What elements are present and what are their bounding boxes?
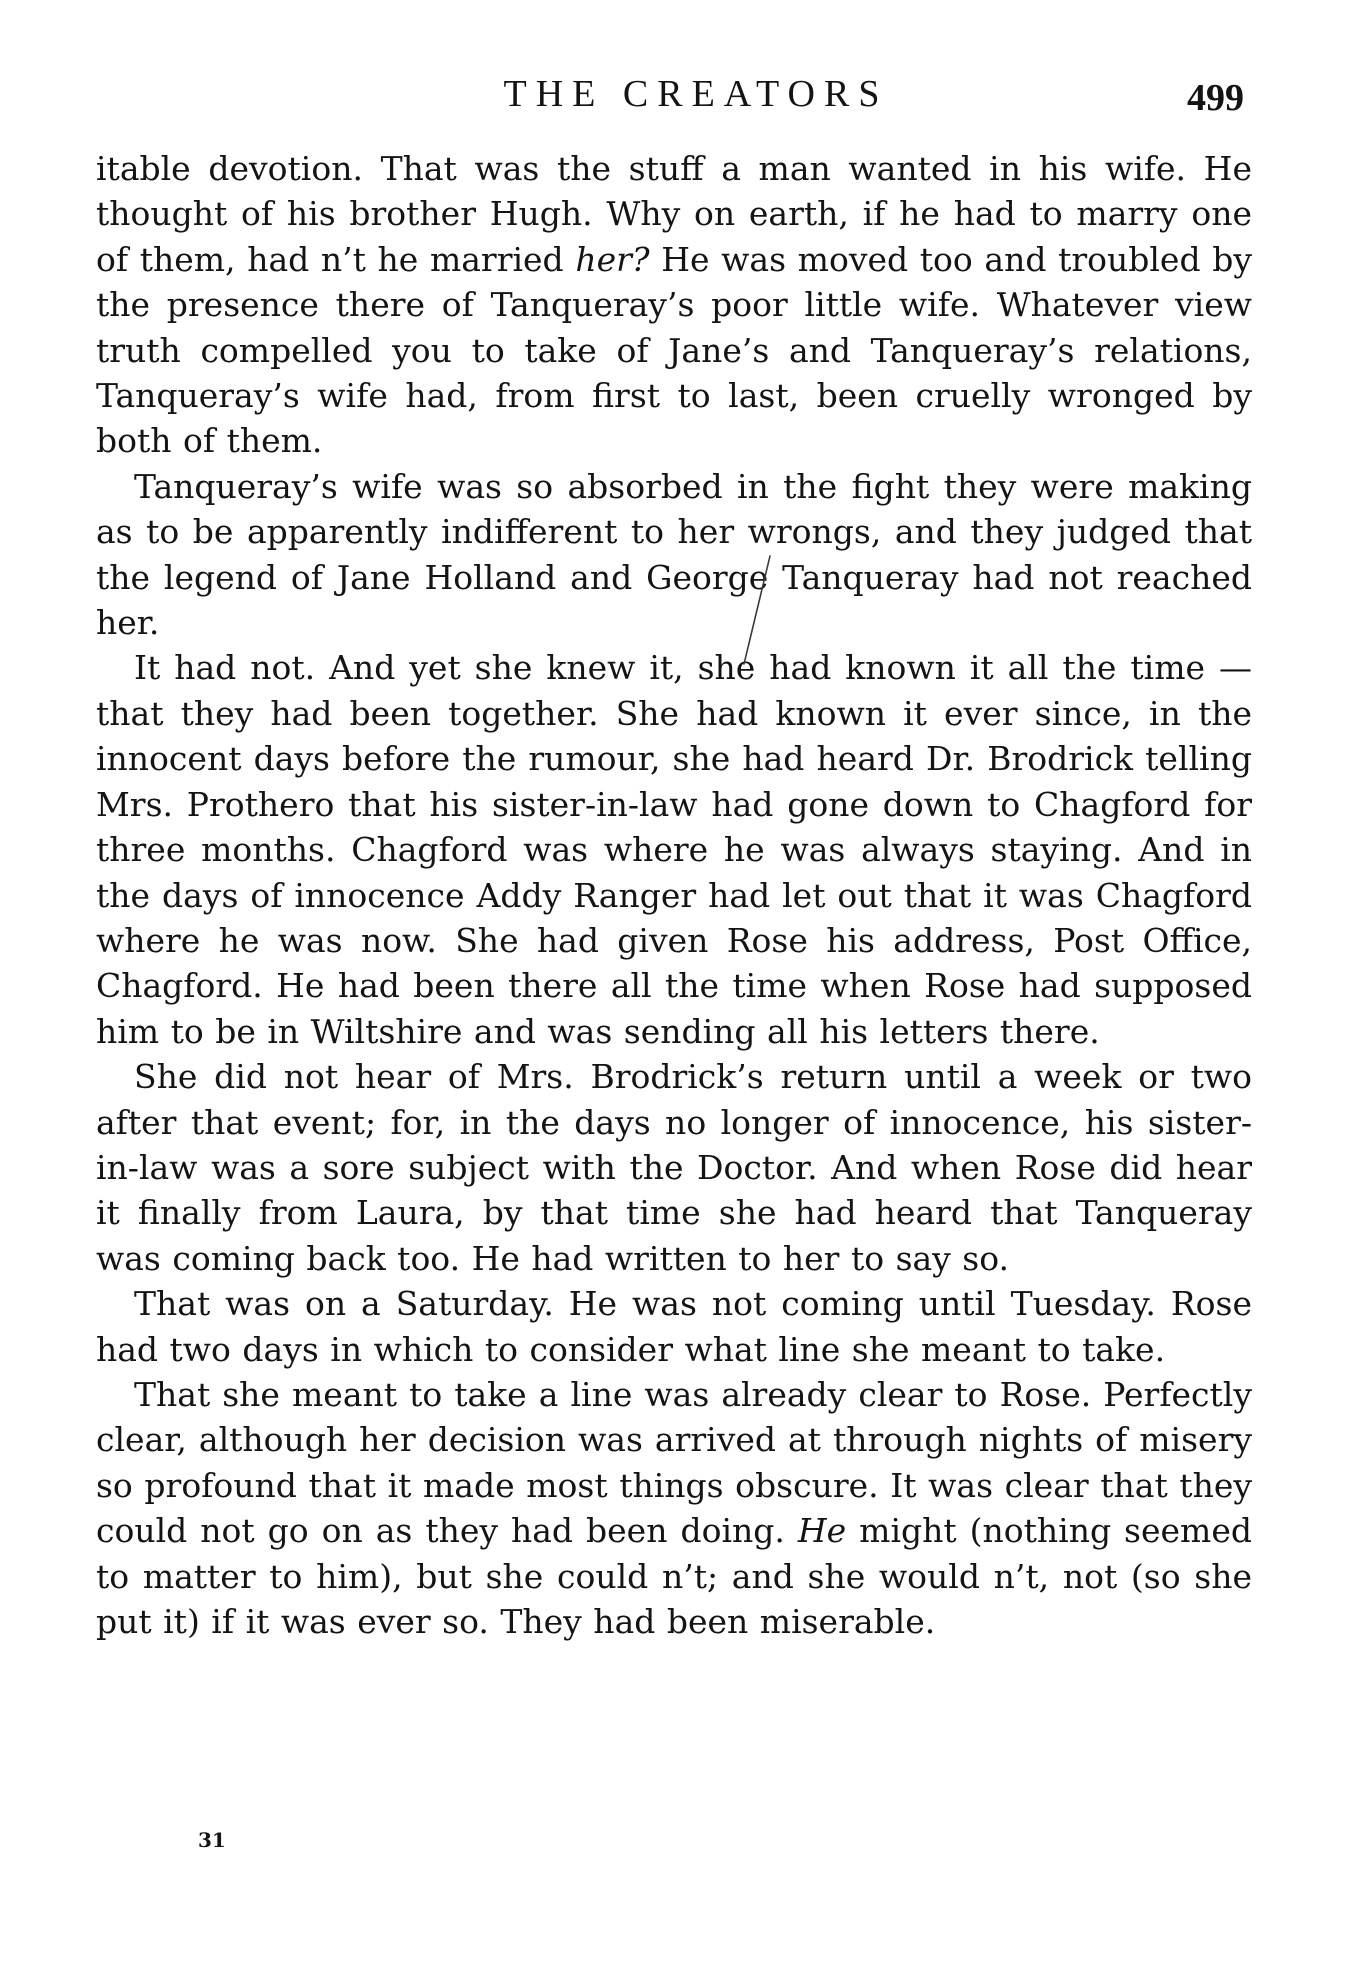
paragraph bbox=[96, 146, 1252, 464]
paragraph bbox=[96, 1281, 1252, 1372]
paragraph bbox=[96, 1054, 1252, 1281]
signature-mark: 31 bbox=[198, 1828, 226, 1852]
paragraph-text: That she meant to take a line was already clear to Rose. Perfectly clear, although her decision was arrived at through nights of misery so profound that it made most things obscure. It was clear that they could not go on as they had been doing. bbox=[96, 1374, 1252, 1551]
paragraph-text: might (nothing seemed to matter to him), but she could n’t; and she would n’t, not (so she put it) if it was ever so. They had been miserable. bbox=[96, 1511, 1252, 1641]
paragraph-text: Tanqueray’s wife was so absorbed in the fight they were making as to be apparently indifferent to her wrongs, and they judged that the legend of Jane Holland and George Tanqueray had not reached her. bbox=[96, 466, 1252, 643]
paragraph bbox=[96, 464, 1252, 646]
page-number: 499 bbox=[1187, 77, 1244, 119]
paragraph-text: It had not. And yet she knew it, she had known it all the time — that they had been together. She had known it ever since, in the innocent days before the rumour, she had heard Dr. Brodrick telling Mrs. Prothero that his sister-in-law had gone down to Chagford for three months. Chagford was where he was always staying. And in the days of innocence Addy Ranger had let out that it was Chagford where he was now. She had given Rose his address, Post Office, Chagford. He had been there all the time when Rose had supposed him to be in Wiltshire and was sending all his letters there. bbox=[96, 648, 1252, 1051]
italic-text: He bbox=[797, 1511, 847, 1551]
paragraph-text: He was moved too and troubled by the presence there of Tanqueray’s poor little wife. Whatever view truth compelled you to take of Jane’s and Tanqueray’s relations, Tanqueray’s wife had, from first to last, been cruelly wronged by both of them. bbox=[96, 239, 1252, 461]
body-text bbox=[96, 146, 1252, 1644]
paragraph bbox=[96, 1372, 1252, 1644]
paragraph-text: That was on a Saturday. He was not coming until Tuesday. Rose had two days in which to consider what line she meant to take. bbox=[96, 1284, 1252, 1369]
running-header bbox=[96, 72, 1256, 120]
italic-text: her? bbox=[575, 239, 650, 279]
running-title: THE CREATORS bbox=[503, 73, 889, 115]
paragraph-text: itable devotion. That was the stuff a man wanted in his wife. He thought of his brother Hugh. Why on earth, if he had to marry one of them, had n’t he married bbox=[96, 149, 1252, 279]
paragraph bbox=[96, 645, 1252, 1054]
paragraph-text: She did not hear of Mrs. Brodrick’s return until a week or two after that event; for, in the days no longer of innocence, his sister-in-law was a sore subject with the Doctor. And when Rose did hear it finally from Laura, by that time she had heard that Tanqueray was coming back too. He had written to her to say so. bbox=[96, 1057, 1252, 1278]
pencil-mark bbox=[740, 552, 780, 672]
